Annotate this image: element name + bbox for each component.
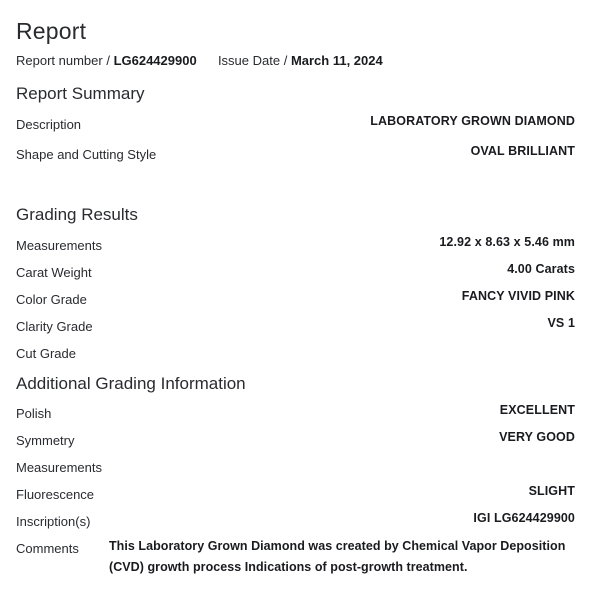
report-number: LG624429900 (113, 53, 197, 68)
issue-date-label: Issue Date / (217, 53, 288, 68)
row-value-color-grade: FANCY VIVID PINK (461, 289, 575, 303)
row-label-shape: Shape and Cutting Style (16, 147, 157, 162)
row-label-comments: Comments (16, 541, 79, 556)
additional-grading-heading: Additional Grading Information (16, 374, 246, 393)
row-value-fluorescence: SLIGHT (528, 484, 575, 498)
row-label-description: Description (16, 117, 82, 132)
report-summary-heading: Report Summary (16, 84, 145, 103)
row-label-cut-grade: Cut Grade (16, 346, 76, 361)
row-label-measurements-2: Measurements (16, 460, 102, 475)
row-value-polish: EXCELLENT (499, 403, 575, 417)
grading-results-heading: Grading Results (16, 205, 138, 224)
row-value-description: LABORATORY GROWN DIAMOND (370, 114, 575, 128)
row-value-inscription: IGI LG624429900 (473, 511, 575, 525)
row-label-color-grade: Color Grade (16, 292, 87, 307)
row-value-symmetry: VERY GOOD (499, 430, 575, 444)
row-label-symmetry: Symmetry (16, 433, 75, 448)
row-value-measurements: 12.92 x 8.63 x 5.46 mm (439, 235, 575, 249)
row-label-measurements: Measurements (16, 238, 102, 253)
row-value-clarity-grade: VS 1 (547, 316, 575, 330)
row-value-shape: OVAL BRILLIANT (470, 144, 575, 158)
page-title: Report (16, 18, 87, 44)
row-label-carat-weight: Carat Weight (16, 265, 92, 280)
row-value-comments: This Laboratory Grown Diamond was created by Chemical Vapor Deposition (CVD) growth process Indications of post-growth treatment. (109, 539, 566, 574)
report-meta (16, 53, 383, 68)
issue-date: March 11, 2024 (290, 53, 383, 68)
row-label-polish: Polish (16, 406, 52, 421)
report-number-label: Report number / (16, 53, 110, 68)
row-value-carat-weight: 4.00 Carats (507, 262, 575, 276)
row-label-inscription: Inscription(s) (16, 514, 91, 529)
row-label-clarity-grade: Clarity Grade (16, 319, 93, 334)
row-label-fluorescence: Fluorescence (16, 487, 95, 502)
